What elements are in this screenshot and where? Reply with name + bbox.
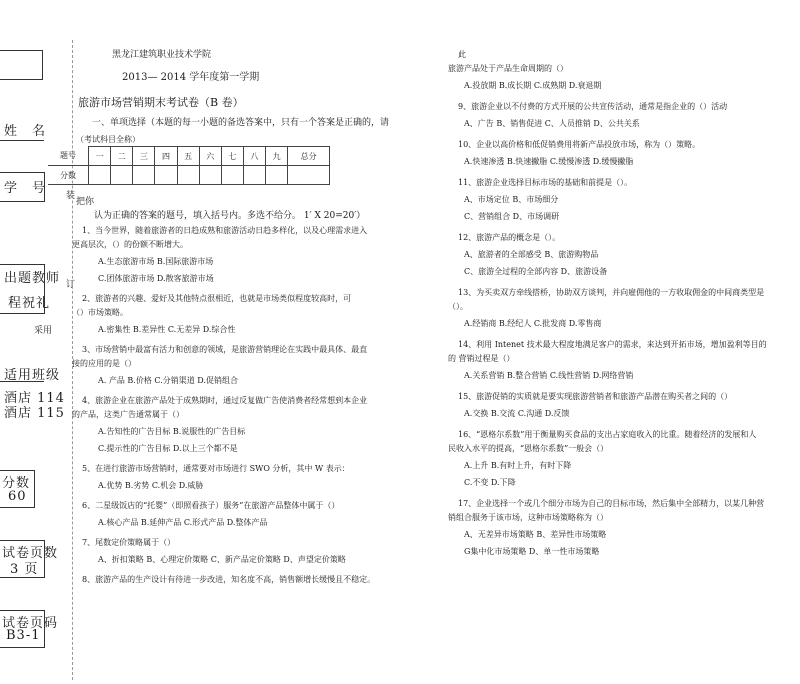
question-text: 7、尾数定价策略属于（）: [82, 538, 176, 547]
score-table-cell: 题号: [48, 147, 89, 166]
answer-options: A.上升 B.有时上升，有时下降: [464, 461, 572, 470]
question-text: 3、市场营销中最富有活力和创意的领域，是旅游营销理论在实践中最具体、最直: [82, 345, 368, 354]
question-text: 12、旅游产品的概念是（）。: [458, 233, 561, 242]
question-text: 4、旅游企业在旅游产品处于成熟期时，通过反复做广告使消费者经常想到本企业: [82, 396, 368, 405]
score-table-cell: 九: [266, 147, 288, 166]
question-text: 民收入水平的提高，“恩格尔系数”一般会（）: [448, 444, 609, 453]
answer-options: A.经销商 B.经纪人 C.批发商 D.零售商: [464, 319, 602, 328]
question-text: 5、在进行旅游市场营销时，通常要对市场进行 SWO 分析，其中 W 表示：: [82, 464, 350, 473]
question-text: 此: [458, 50, 466, 59]
score-table-cell: 七: [221, 147, 243, 166]
answer-options: A.告知性的广告目标 B.说服性的广告目标: [98, 427, 246, 436]
answer-options: A.关系营销 B.整合营销 C.线性营销 D.网络营销: [464, 371, 634, 380]
answer-options: C、营销组合 D、市场调研: [464, 212, 560, 221]
teacher-label: 出题教师: [4, 271, 61, 286]
binding-mark-1: 装: [66, 191, 76, 201]
class-underline: [0, 381, 44, 382]
score-table-row-label: 分数: [48, 166, 89, 185]
code-label: 试卷页码: [2, 616, 59, 631]
question-text: 旅游产品处于产品生命周期的（）: [448, 64, 568, 73]
score-table-cell: 四: [155, 147, 177, 166]
answer-options: C.不变 D.下降: [464, 478, 516, 487]
class-2: 酒店 115: [4, 406, 65, 421]
answer-options: A、市场定位 B、市场细分: [464, 195, 559, 204]
question-text: 13、为买卖双方牵线搭桥，协助双方谈判，并向雇佣他的一方收取佣金的中间商类型是: [458, 288, 765, 297]
score-table-cell: 八: [243, 147, 265, 166]
score-input-cell[interactable]: [111, 166, 133, 185]
score-input-cell[interactable]: [288, 166, 330, 185]
score-table-cell: 五: [177, 147, 199, 166]
student-id-label: 学 号: [4, 181, 47, 196]
answer-options: A.优势 B.劣势 C.机会 D.威胁: [98, 481, 204, 490]
name-label: 姓 名: [4, 124, 47, 139]
pages-value: 3 页: [10, 562, 39, 577]
instruction-prefix: 把你: [76, 197, 95, 207]
sidebar-top-box: [0, 50, 43, 80]
question-text: 16、“恩格尔系数”用于衡量购买食品的支出占家庭收入的比重。随着经济的发展和人: [458, 430, 757, 439]
pages-label: 试卷页数: [2, 546, 59, 561]
answer-options: A.快速渗透 B.快速撇脂 C.缓慢渗透 D.缓慢撇脂: [464, 157, 634, 166]
exam-title: 旅游市场营销期末考试卷（B 卷）: [78, 96, 244, 109]
code-value: B3-1: [6, 628, 41, 643]
instruction-text: 认为正确的答案的题号，填入括号内。多选不给分。 1′ X 20=20′）: [94, 211, 366, 221]
answer-options: C.提示性的广告目标 D.以上三个都不是: [98, 444, 238, 453]
teacher-name: 程祝礼: [8, 296, 51, 311]
score-input-cell[interactable]: [221, 166, 243, 185]
question-text: 10、企业以高价格和低促销费用将新产品投放市场，称为（）策略。: [458, 140, 701, 149]
score-input-cell[interactable]: [133, 166, 155, 185]
answer-options: A、无差异市场策略 B、差异性市场策略: [464, 530, 607, 539]
answer-options: A.核心产品 B.延伸产品 C.形式产品 D.整体产品: [98, 518, 268, 527]
question-text: 的 营销过程是（）: [448, 354, 515, 363]
answer-options: A、广告 B、销售促进 C、人员推销 D、公共关系: [464, 119, 640, 128]
answer-options: A.生态旅游市场 B.国际旅游市场: [98, 257, 214, 266]
question-text: 2、旅游者的兴趣、爱好及其他特点很相近，也就是市场类似程度较高时，可: [82, 294, 352, 303]
answer-options: G集中化市场策略 D、单一性市场策略: [464, 547, 600, 556]
score-table-cell: 三: [133, 147, 155, 166]
score-input-cell[interactable]: [177, 166, 199, 185]
question-text: 6、二星级饭店的“托婴”（即照看孩子）服务”在旅游产品整体中属于（）: [82, 501, 340, 510]
score-table-header-row: [48, 147, 330, 166]
score-table-cell: 六: [199, 147, 221, 166]
score-input-cell[interactable]: [199, 166, 221, 185]
student-id-box: [0, 172, 45, 202]
adopt-text: 采用: [34, 326, 53, 336]
score-value: 60: [8, 489, 27, 504]
answer-options: A.密集性 B.差异性 C.无差异 D.综合性: [98, 325, 236, 334]
answer-options: A.投放期 B.成长期 C.成熟期 D.衰退期: [464, 81, 602, 90]
score-input-cell[interactable]: [89, 166, 111, 185]
question-text: 接的应用的是（）: [72, 359, 136, 368]
class-label: 适用班级: [4, 368, 61, 383]
name-underline: [0, 140, 44, 141]
score-table-cell: 总分: [288, 147, 330, 166]
answer-options: A、旅游者的全部感受 B、旅游购物品: [464, 250, 599, 259]
question-text: 15、旅游促销的实质就是要实现旅游营销者和旅游产品潜在购买者之间的（）: [458, 392, 733, 401]
answer-options: A.交换 B.交流 C.沟通 D.反馈: [464, 409, 570, 418]
question-text: 17、企业选择一个或几个细分市场为自己的目标市场，然后集中全部精力，以某几种营: [458, 499, 765, 508]
score-table: [48, 146, 330, 185]
answer-options: C.团体旅游市场 D.散客旅游市场: [98, 274, 214, 283]
question-text: 11、旅游企业选择目标市场的基础和前提是（）。: [458, 178, 633, 187]
class-1: 酒店 114: [4, 391, 65, 406]
answer-options: A. 产品 B.价格 C.分销渠道 D.促销组合: [98, 376, 238, 385]
question-text: 的产品，这类广告通常属于（）: [72, 410, 184, 419]
term-title: 2013— 2014 学年度第一学期: [122, 72, 260, 83]
question-text: （）市场策略。: [72, 308, 128, 317]
answer-options: A、折扣策略 B、心理定价策略 C、新产品定价策略 D、声望定价策略: [98, 555, 346, 564]
score-input-cell[interactable]: [243, 166, 265, 185]
score-input-cell[interactable]: [266, 166, 288, 185]
binding-mark-2: 订: [66, 280, 76, 290]
score-input-cell[interactable]: [155, 166, 177, 185]
answer-options: C、旅游全过程的全部内容 D、旅游设备: [464, 267, 608, 276]
question-text: 14、利用 Intenet 技术最大程度地满足客户的需求，来达到开拓市场，增加盈利等目的: [458, 340, 767, 349]
score-table-cell: 二: [111, 147, 133, 166]
score-label: 分数: [2, 476, 31, 491]
section-heading: 一、单项选择（本题的每一小题的备选答案中，只有一个答案是正确的，请: [92, 118, 390, 128]
question-text: 更高层次，（）的份额不断增大。: [72, 240, 188, 249]
question-text: 8、旅游产品的生产设计有待进一步改进，知名度不高，销售额增长缓慢且不稳定。: [82, 575, 376, 584]
school-name: 黑龙江建筑职业技术学院: [112, 50, 212, 60]
question-text: 销组合服务于该市场，这种市场策略称为（）: [448, 513, 608, 522]
question-text: （）。: [448, 302, 468, 311]
subject-note: （考试科目全称）: [76, 135, 140, 144]
score-table-score-row: [48, 166, 330, 185]
score-table-cell: 一: [89, 147, 111, 166]
question-text: 9、旅游企业以不付费的方式开展的公共宣传活动，通常是指企业的（）活动: [458, 102, 728, 111]
question-text: 1、当今世界，随着旅游者的日趋成熟和旅游活动日趋多样化，以及心理需求进入: [82, 226, 368, 235]
